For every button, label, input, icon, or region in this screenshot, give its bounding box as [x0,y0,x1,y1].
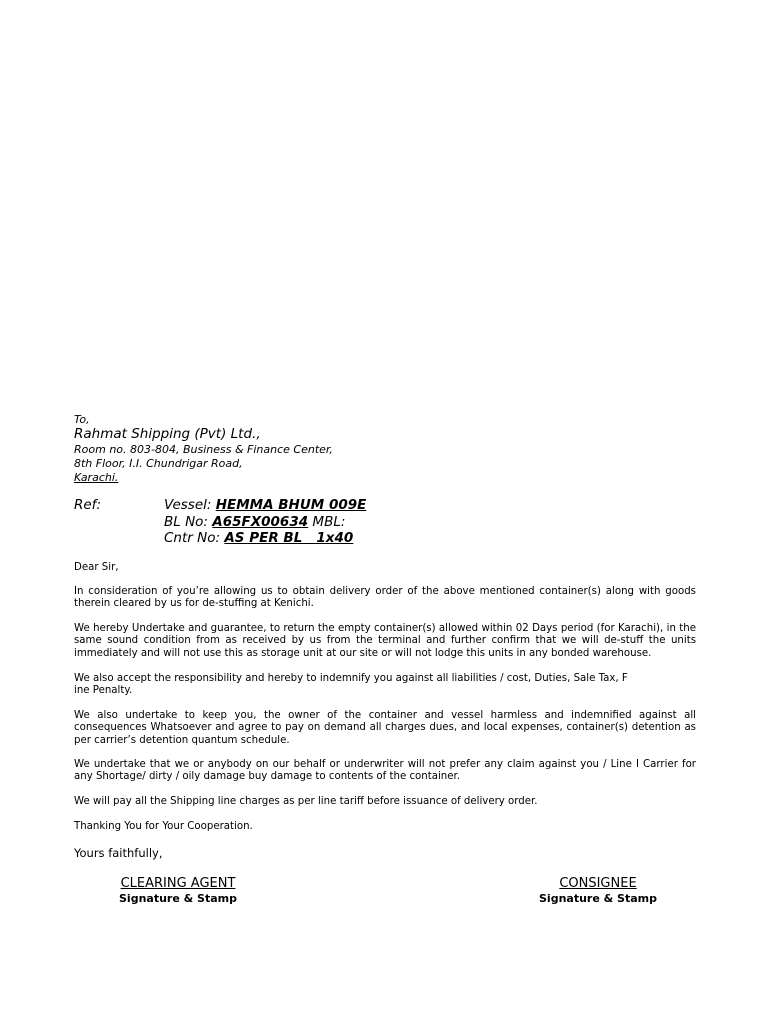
paragraph-no-claim: We undertake that we or anybody on our behalf or underwriter will not prefer any claim against you / Line I Carrier for any Shortage/ dirty / oily damage buy damage to contents of the container. [74,759,696,783]
bl-label: BL No: [164,514,213,530]
recipient-address-line: 8th Floor, I.I. Chundrigar Road, [74,457,243,470]
signature-subtitle: Signature & Stamp [119,892,237,905]
recipient-city: Karachi. [74,471,119,484]
salutation: Dear Sir, [74,562,119,573]
signature-title: CONSIGNEE [559,876,637,891]
vessel-value: HEMMA BHUM 009E [215,497,367,513]
mbl-label: MBL: [308,514,346,530]
paragraph-charges: We will pay all the Shipping line charges as per line tariff before issuance of delivery order. [74,796,538,807]
ref-label: Ref: [74,497,101,513]
paragraph-indemnify [74,673,696,698]
signature-subtitle: Signature & Stamp [539,892,657,905]
ref-bl [164,514,345,530]
paragraph-indemnify-line: ine Penalty. [74,685,133,697]
paragraph-thanks: Thanking You for Your Cooperation. [74,821,253,832]
ref-vessel [164,497,366,513]
ref-container [164,530,353,546]
cntr-label: Cntr No: [164,530,225,546]
bl-value: A65FX00634 [212,514,309,530]
paragraph-harmless: We also undertake to keep you, the owner of the container and vessel harmless and indemnified against all consequences Whatsoever and agree to pay on demand all charges dues, and local expenses, container(s) detention as per carrier’s detention quantum schedule. [74,710,696,746]
signature-title: CLEARING AGENT [120,876,236,891]
recipient-to: To, [74,413,90,426]
signature-block-clearing-agent [93,876,263,906]
cntr-value: AS PER BL 1x40 [224,530,354,546]
recipient-company: Rahmat Shipping (Pvt) Ltd., [74,426,261,442]
signature-block-consignee [513,876,683,906]
paragraph-indemnify-line: We also accept the responsibility and hereby to indemnify you against all liabilities / cost, Duties, Sale Tax, F [74,673,628,684]
paragraph-undertake-return: We hereby Undertake and guarantee, to return the empty container(s) allowed within 02 Days period (for Karachi), in the same sound condition from as received by us from the terminal and further confirm that we will de-stuff the units immediately and will not use this as storage unit at our site or will not lodge this units in any bonded warehouse. [74,623,696,659]
recipient-address-line: Room no. 803-804, Business & Finance Center, [74,443,333,456]
vessel-label: Vessel: [164,497,216,513]
paragraph-consideration: In consideration of you’re allowing us to obtain delivery order of the above mentioned container(s) along with goods therein cleared by us for de-stuffing at Kenichi. [74,586,696,610]
closing: Yours faithfully, [74,846,163,860]
